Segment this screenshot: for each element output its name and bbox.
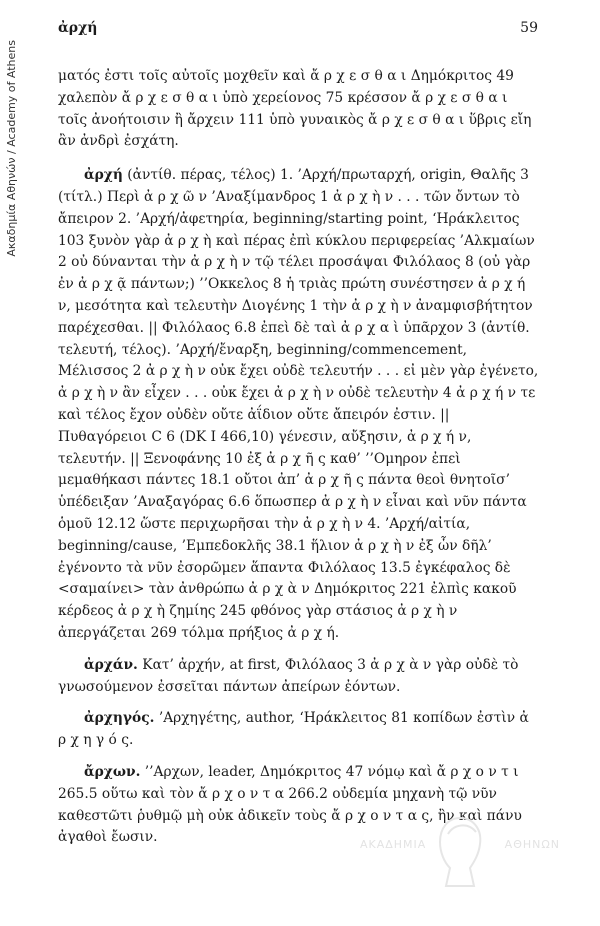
athena-head-icon [430,812,490,892]
entry-text: ’’Αρχων, leader, Δημόκριτος 47 νόμῳ καὶ ἄ ρ χ ο ν τ ι 265.5 οὕτω καὶ τὸν ἄ ρ χ ο ν τ α 266.2 οὐδεμία μηχανὴ τῷ νῦν καθεστῶτι ῥυθμῷ μὴ οὐκ ἀδικεῖν τοὺς ἄ ρ χ ο ν τ α ς, ἢν καὶ πάνυ ἀγαθοὶ ἔωσιν. [58,763,522,846]
entry-text: Κατ’ ἀρχήν, at first, Φιλόλαος 3 ἀ ρ χ ὰ ν γὰρ οὐδὲ τὸ γνωσούμενον ἐσσεῖται πάντων ἀπείρων ἐόντων. [58,656,519,695]
page-number: 59 [520,20,538,36]
entry-headword: ἀρχάν. [84,656,138,673]
entry-headword: ἀρχή [84,167,123,184]
entry-headword: ἄρχων. [84,763,141,780]
entry-headword: ἀρχηγός. [84,710,155,727]
entry-archan [58,655,540,699]
sidebar-label-text: Ακαδημία Αθηνών / Academy of Athens [4,40,18,257]
academy-watermark [360,812,560,902]
sidebar-label [2,40,20,340]
entry-text: (ἀντίθ. πέρας, τέλος) 1. ’Αρχή/πρωταρχή, origin, Θαλῆς 3 (τίτλ.) Περὶ ἀ ρ χ ῶ ν ’Αναξίμανδρος 1 ἀ ρ χ ὴ ν . . . τῶν ὄντων τὸ ἄπειρον 2. ’Αρχή/ἀφετηρία, beginning/starting point, ‘Ηράκλειτος 103 ξυνὸν γὰρ ἀ ρ χ ὴ καὶ πέρας ἐπὶ κύκλου περιφερείας ’Αλκμαίων 2 οὐ δύνανται τὴν ἀ ρ χ ὴ ν τῷ τέλει προσάψαι Φιλόλαος 8 (οὐ γὰρ ἐν ἀ ρ χ ᾷ πάντων;) ’’Οκκελος 8 ἡ τριὰς πρώτη συνέστησεν ἀ ρ χ ή ν, μεσότητα καὶ τελευτὴν Διογένης 1 τὴν ἀ ρ χ ὴ ν ἀναμφισβήτητον παρέχεσθαι. || Φιλόλαος 6.8 ἐπεὶ δὲ ταὶ ἀ ρ χ α ὶ ὑπᾶρχον 3 (ἀντίθ. τελευτή, τέλος). ’Αρχή/ἔναρξη, beginning/commencement, Μέλισσος 2 ἀ ρ χ ὴ ν οὐκ ἔχει οὐδὲ τελευτήν . . . εἰ μὲν γὰρ ἐγένετο, ἀ ρ χ ὴ ν ἂν εἶχεν . . . οὐκ ἔχει ἀ ρ χ ὴ ν οὐδὲ τελευτὴν 4 ἀ ρ χ ή ν τε καὶ τέλος ἔχον οὐδὲν οὔτε ἀΐδιον οὔτε ἄπειρόν ἐστιν. || Πυθαγόρειοι C 6 (DK I 466,10) γένεσιν, αὔξησιν, ἀ ρ χ ή ν, τελευτήν. || Ξενοφάνης 10 ἐξ ἀ ρ χ ῆ ς καθ’ ’’Ομηρον ἐπεὶ μεμαθήκασι πάντες 18.1 οὔτοι ἀπ’ ἀ ρ χ ῆ ς πάντα θεοὶ θνητοῖσ’ ὑπέδειξαν ’Αναξαγόρας 6.6 ὅπωσπερ ἀ ρ χ ὴ ν εἶναι καὶ νῦν πάντα ὁμοῦ 12.12 ὥστε περιχωρῆσαι τὴν ἀ ρ χ ὴ ν 4. ’Αρχή/αἰτία, beginning/cause, ’Εμπεδοκλῆς 38.1 ἥλιον ἀ ρ χ ὴ ν ἐξ ὧν δῆλ’ ἐγένοντο τὰ νῦν ἐσορῶμεν ἅπαντα Φιλόλαος 13.5 ἐγκέφαλος δὲ <σαμαίνει> τὰν ἀνθρώπω ἀ ρ χ ὰ ν Δημόκριτος 221 ἐλπὶς κακοῦ κέρδεος ἀ ρ χ ὴ ζημίης 245 φθόνος γὰρ στάσιος ἀ ρ χ ὴ ν ἀπεργάζεται 269 τόλμα πρήξιος ἀ ρ χ ή. [58,167,539,641]
entry-arche [58,165,540,645]
paragraph-text: ματός ἐστι τοῖς αὐτοῖς μοχθεῖν καὶ ἄ ρ χ ε σ θ α ι Δημόκριτος 49 χαλεπὸν ἄ ρ χ ε σ θ α ι ὑπὸ χερείονος 75 κρέσσον ἄ ρ χ ε σ θ α ι τοῖς ἀνοήτοισιν ἢ ἄρχειν 111 ὑπὸ γυναικὸς ἄ ρ χ ε σ θ α ι ὕβρις εἴη ἂν ἀνδρὶ ἐσχάτη. [58,68,532,150]
entry-text: ’Αρχηγέτης, author, ‘Ηράκλειτος 81 κοπίδων ἐστὶν ἀ ρ χ η γ ό ς. [58,710,529,749]
dictionary-text [58,66,540,859]
continued-entry-paragraph [58,66,540,153]
entry-archegos [58,708,540,752]
watermark-right: ΑΘΗΝΩΝ [504,838,560,851]
watermark-left: ΑΚΑΔΗΜΙΑ [360,838,427,851]
running-head-word: ἀρχή [58,20,98,36]
